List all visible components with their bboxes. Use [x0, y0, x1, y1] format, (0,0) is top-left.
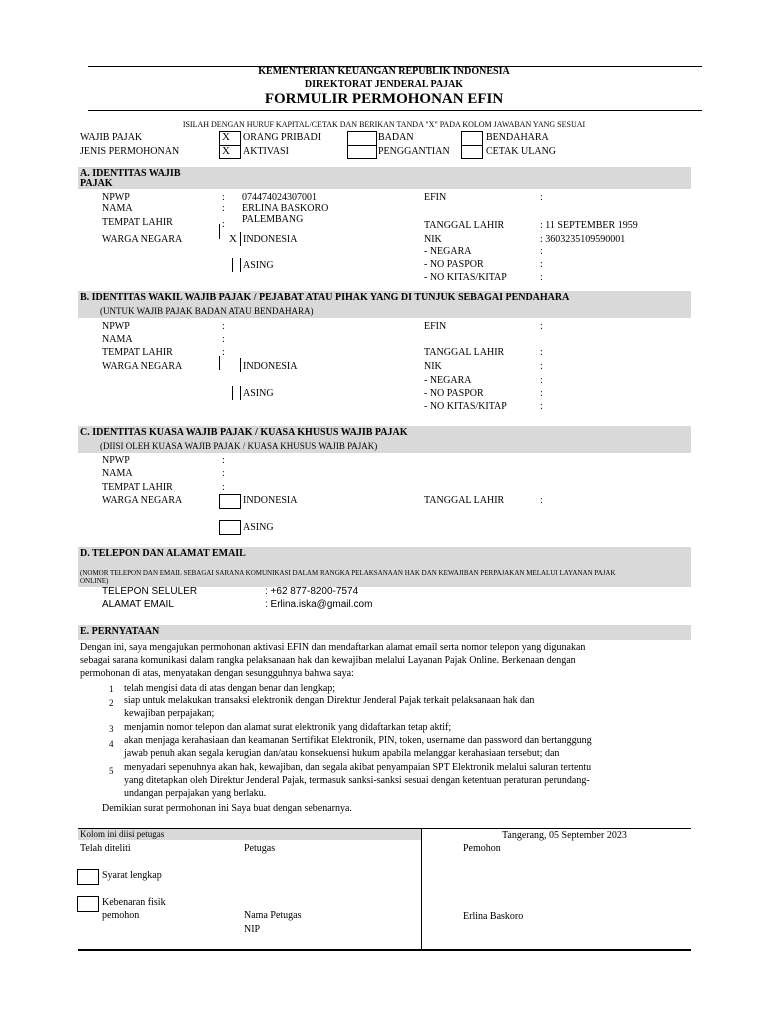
colon: :: [222, 468, 225, 479]
colon: :: [540, 361, 543, 372]
section-e-title: E. PERNYATAAN: [80, 626, 160, 637]
b-tempat-lahir-label: TEMPAT LAHIR: [102, 347, 173, 358]
a-asing-option: ASING: [243, 260, 274, 271]
b-nama-label: NAMA: [102, 334, 133, 345]
statement-item-text: akan menjaga kerahasiaan dan keamanan Sertifikat Elektronik, PIN, token, username dan password dan bertanggung: [124, 735, 592, 746]
mark-orang-pribadi: X: [222, 131, 230, 143]
option-orang-pribadi: ORANG PRIBADI: [243, 132, 322, 143]
a-negara-label: - NEGARA: [424, 246, 472, 257]
colon: :: [540, 347, 543, 358]
b-asing-option: ASING: [243, 388, 274, 399]
a-indonesia-option: INDONESIA: [243, 234, 298, 245]
statement-item-number: 1: [109, 684, 114, 694]
option-cetak-ulang: CETAK ULANG: [486, 146, 557, 157]
email-value: : Erlina.iska@gmail.com: [265, 599, 373, 610]
c-indonesia-option: INDONESIA: [243, 495, 298, 506]
telah-diteliti-label: Telah diteliti: [80, 843, 131, 854]
syarat-lengkap-label: Syarat lengkap: [102, 870, 162, 881]
statement-intro-line: Dengan ini, saya mengajukan permohonan aktivasi EFIN dan mendaftarkan alamat email serta nomor telepon yang digunakan: [80, 642, 586, 653]
section-d-title: D. TELEPON DAN ALAMAT EMAIL: [80, 548, 246, 559]
option-badan: BADAN: [378, 132, 414, 143]
statement-item-number: 4: [109, 739, 114, 749]
c-asing-option: ASING: [243, 522, 274, 533]
checkbox-c-indonesia[interactable]: [219, 494, 241, 509]
place-date: Tangerang, 05 September 2023: [502, 830, 627, 841]
checkbox-divider: [461, 145, 483, 146]
a-nama-value: ERLINA BASKORO: [242, 203, 329, 214]
colon: :: [540, 259, 543, 270]
statement-item-text: yang ditetapkan oleh Direktur Jenderal Pajak, termasuk sanksi-sanksi sesuai dengan ketentuan peraturan perundang-: [124, 775, 590, 786]
b-npwp-label: NPWP: [102, 321, 130, 332]
a-npwp-value: 074474024307001: [242, 192, 317, 203]
option-penggantian: PENGGANTIAN: [378, 146, 450, 157]
b-warga-negara-label: WARGA NEGARA: [102, 361, 183, 372]
nama-petugas-label: Nama Petugas: [244, 910, 302, 921]
statement-item-number: 2: [109, 698, 114, 708]
colon: :: [222, 219, 225, 230]
phone-label: TELEPON SELULER: [102, 586, 198, 597]
checkbox-right-edge: [240, 258, 241, 272]
colon: :: [540, 272, 543, 283]
c-nama-label: NAMA: [102, 468, 133, 479]
colon: :: [540, 401, 543, 412]
section-e-bar: [78, 625, 691, 640]
section-c-subtitle: (DIISI OLEH KUASA WAJIB PAJAK / KUASA KHUSUS WAJIB PAJAK): [100, 441, 378, 451]
colon: :: [540, 388, 543, 399]
checkbox-right-edge: [240, 232, 241, 246]
colon: :: [222, 203, 225, 214]
b-indonesia-option: INDONESIA: [243, 361, 298, 372]
statement-item-text: jawab penuh akan segala kerugian dan/atau konsekuensi hukum apabila melanggar kerahasiaan tersebut; dan: [124, 748, 560, 759]
statement-closing: Demikian surat permohonan ini Saya buat dengan sebenarnya.: [102, 803, 352, 814]
wajib-pajak-label: WAJIB PAJAK: [80, 132, 143, 143]
checkbox-kebenaran-fisik[interactable]: [77, 896, 99, 912]
a-no-paspor-label: - NO PASPOR: [424, 259, 484, 270]
section-a-title-2: PAJAK: [80, 178, 113, 189]
checkbox-left-edge: [232, 258, 233, 272]
instruction-text: ISILAH DENGAN HURUF KAPITAL/CETAK DAN BERIKAN TANDA "X" PADA KOLOM JAWABAN YANG SESUAI: [182, 120, 586, 129]
section-a-title: A. IDENTITAS WAJIB: [80, 168, 181, 179]
b-negara-label: - NEGARA: [424, 375, 472, 386]
checkbox-left-edge: [219, 356, 220, 370]
statement-item-text: siap untuk melakukan transaksi elektronik dengan Direktur Jenderal Pajak terkait pelaksanaan hak dan: [124, 695, 535, 706]
option-aktivasi: AKTIVASI: [243, 146, 289, 157]
colon: :: [222, 455, 225, 466]
a-nik-value: : 3603235109590001: [540, 234, 626, 245]
a-wn-mark: X: [229, 233, 237, 245]
pemohon-name: Erlina Baskoro: [463, 911, 524, 922]
a-npwp-label: NPWP: [102, 192, 130, 203]
a-efin-label: EFIN: [424, 192, 447, 203]
jenis-permohonan-label: JENIS PERMOHONAN: [80, 146, 180, 157]
colon: :: [222, 321, 225, 332]
b-no-paspor-label: - NO PASPOR: [424, 388, 484, 399]
colon: :: [540, 495, 543, 506]
checkbox-right-edge: [240, 358, 241, 372]
checkbox-c-asing[interactable]: [219, 520, 241, 535]
colon: :: [222, 334, 225, 345]
mark-aktivasi: X: [222, 145, 230, 157]
b-nik-label: NIK: [424, 361, 442, 372]
section-b-subtitle: (UNTUK WAJIB PAJAK BADAN ATAU BENDAHARA): [100, 306, 314, 316]
checkbox-right-edge: [240, 386, 241, 400]
c-npwp-label: NPWP: [102, 455, 130, 466]
nip-label: NIP: [244, 924, 261, 935]
kebenaran-fisik-label-2: pemohon: [102, 910, 140, 921]
a-tempat-lahir-value: PALEMBANG: [242, 214, 304, 225]
footer-bottom-rule: [78, 949, 691, 951]
statement-item-text: menjamin nomor telepon dan alamat surat elektronik yang didaftarkan tetap aktif;: [124, 722, 452, 733]
option-bendahara: BENDAHARA: [486, 132, 549, 143]
a-nama-label: NAMA: [102, 203, 133, 214]
email-label: ALAMAT EMAIL: [102, 599, 174, 610]
c-warga-negara-label: WARGA NEGARA: [102, 495, 183, 506]
ministry-name: KEMENTERIAN KEUANGAN REPUBLIK INDONESIA: [258, 66, 510, 77]
colon: :: [540, 321, 543, 332]
colon: :: [222, 482, 225, 493]
section-d-note: (NOMOR TELEPON DAN EMAIL SEBAGAI SARANA KOMUNIKASI DALAM RANGKA PELAKSANAAN HAK DAN KEWAJIBAN PERPAJAKAN MELALUI LAYANAN PAJAK: [80, 569, 616, 577]
checkbox-divider: [347, 145, 377, 146]
header-bottom-rule: [88, 110, 702, 111]
section-d-note-2: ONLINE): [80, 577, 109, 585]
a-tempat-lahir-label: TEMPAT LAHIR: [102, 217, 173, 228]
checkbox-left-edge: [232, 386, 233, 400]
statement-item-number: 5: [109, 766, 114, 776]
b-tanggal-lahir-label: TANGGAL LAHIR: [424, 347, 505, 358]
form-title: FORMULIR PERMOHONAN EFIN: [264, 91, 504, 107]
statement-item-text: telah mengisi data di atas dengan benar dan lengkap;: [124, 683, 336, 694]
statement-intro-line: sebagai sarana komunikasi dalam rangka pelaksanaan hak dan kewajiban melalui Layanan Pajak Online. Berkenaan dengan: [80, 655, 576, 666]
c-tanggal-lahir-label: TANGGAL LAHIR: [424, 495, 505, 506]
a-no-kitas-label: - NO KITAS/KITAP: [424, 272, 507, 283]
footer-column-divider: [421, 828, 422, 950]
a-nik-label: NIK: [424, 234, 442, 245]
c-tempat-lahir-label: TEMPAT LAHIR: [102, 482, 173, 493]
a-warga-negara-label: WARGA NEGARA: [102, 234, 183, 245]
officer-header: Kolom ini diisi petugas: [80, 829, 165, 839]
section-b-title: B. IDENTITAS WAKIL WAJIB PAJAK / PEJABAT ATAU PIHAK YANG DI TUNJUK SEBAGAI PENDAHARA: [80, 292, 570, 303]
pemohon-label: Pemohon: [463, 843, 501, 854]
b-no-kitas-label: - NO KITAS/KITAP: [424, 401, 507, 412]
directorate-name: DIREKTORAT JENDERAL PAJAK: [304, 79, 464, 90]
petugas-label: Petugas: [244, 843, 276, 854]
colon: :: [222, 347, 225, 358]
statement-item-text: kewajiban perpajakan;: [124, 708, 215, 719]
colon: :: [540, 246, 543, 257]
a-tanggal-lahir-label: TANGGAL LAHIR: [424, 220, 505, 231]
a-tanggal-lahir-value: : 11 SEPTEMBER 1959: [540, 220, 638, 231]
kebenaran-fisik-label: Kebenaran fisik: [102, 897, 166, 908]
phone-value: : +62 877-8200-7574: [265, 586, 359, 597]
section-c-title: C. IDENTITAS KUASA WAJIB PAJAK / KUASA KHUSUS WAJIB PAJAK: [80, 427, 408, 438]
statement-item-text: menyadari sepenuhnya akan hak, kewajiban, dan segala akibat penyampaian SPT Elektronik melalui saluran tertentu: [124, 762, 592, 773]
statement-item-text: undangan perpajakan yang berlaku.: [124, 788, 267, 799]
colon: :: [540, 375, 543, 386]
statement-item-number: 3: [109, 724, 114, 734]
b-efin-label: EFIN: [424, 321, 447, 332]
checkbox-syarat-lengkap[interactable]: [77, 869, 99, 885]
colon: :: [540, 192, 543, 203]
checkbox-left-edge: [219, 224, 220, 239]
statement-intro-line: permohonan di atas, menyatakan dengan sesungguhnya bahwa saya:: [80, 668, 354, 679]
colon: :: [222, 192, 225, 203]
